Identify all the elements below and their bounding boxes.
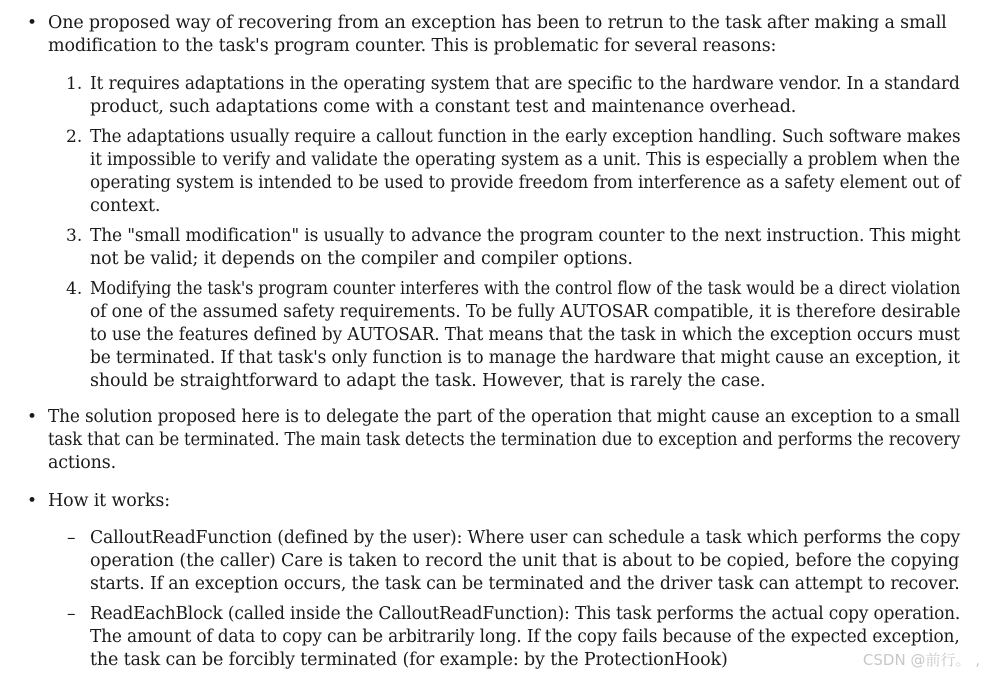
text-line: The amount of data to copy can be arbitrarily long. If the copy fails because of the expected exception,	[90, 627, 960, 647]
bullet-marker: •	[27, 407, 38, 427]
text-line: operation (the caller) Care is taken to record the unit that is about to be copied, before the copying	[90, 551, 960, 571]
text-line: the task can be forcibly terminated (for example: by the ProtectionHook)	[90, 650, 728, 670]
list-number: 1.	[66, 74, 83, 94]
watermark: CSDN @前行。 ,	[862, 651, 980, 669]
text-line: of one of the assumed safety requirements. To be fully AUTOSAR compatible, it is therefore desirable	[90, 302, 961, 322]
text-line: product, such adaptations come with a constant test and maintenance overhead.	[90, 97, 797, 117]
text-line: to use the features defined by AUTOSAR. That means that the task in which the exception occurs must	[90, 325, 960, 345]
text-line: actions.	[48, 453, 117, 473]
text-line: operating system is intended to be used to provide freedom from interference as a safety element out of	[90, 173, 961, 193]
text-line: it impossible to verify and validate the operating system as a unit. This is especially a problem when the	[90, 150, 960, 170]
text-line: should be straightforward to adapt the task. However, that is rarely the case.	[90, 371, 766, 391]
text-line: One proposed way of recovering from an exception has been to retrun to the task after making a small	[48, 13, 947, 33]
list-number: 4.	[66, 279, 83, 299]
text-line: The "small modification" is usually to advance the program counter to the next instruction. This might	[90, 226, 961, 246]
text-line: The solution proposed here is to delegate the part of the operation that might cause an exception to a small	[48, 407, 960, 427]
text-line: modification to the task's program counter. This is problematic for several reasons:	[48, 36, 777, 56]
text-line: Modifying the task's program counter interferes with the control flow of the task would be a direct violation	[90, 279, 961, 299]
dash-marker: –	[67, 604, 76, 624]
text-line: ReadEachBlock (called inside the CalloutReadFunction): This task performs the actual copy operation.	[90, 604, 961, 624]
dash-marker: –	[67, 528, 76, 548]
list-number: 2.	[66, 127, 83, 147]
text-line: starts. If an exception occurs, the task can be terminated and the driver task can attempt to recover.	[90, 574, 960, 594]
text-line: task that can be terminated. The main task detects the termination due to exception and performs the recovery	[48, 430, 961, 450]
text-line: How it works:	[48, 491, 170, 511]
text-line: The adaptations usually require a callout function in the early exception handling. Such software makes	[90, 127, 961, 147]
text-line: not be valid; it depends on the compiler and compiler options.	[90, 249, 633, 269]
text-line: It requires adaptations in the operating system that are specific to the hardware vendor. In a standard	[90, 74, 960, 94]
text-line: be terminated. If that task's only function is to manage the hardware that might cause an exception, it	[90, 348, 960, 368]
bullet-marker: •	[27, 491, 38, 511]
text-line: context.	[90, 196, 161, 216]
bullet-marker: •	[27, 13, 38, 33]
list-number: 3.	[66, 226, 83, 246]
text-line: CalloutReadFunction (defined by the user): Where user can schedule a task which performs the copy	[90, 528, 961, 548]
